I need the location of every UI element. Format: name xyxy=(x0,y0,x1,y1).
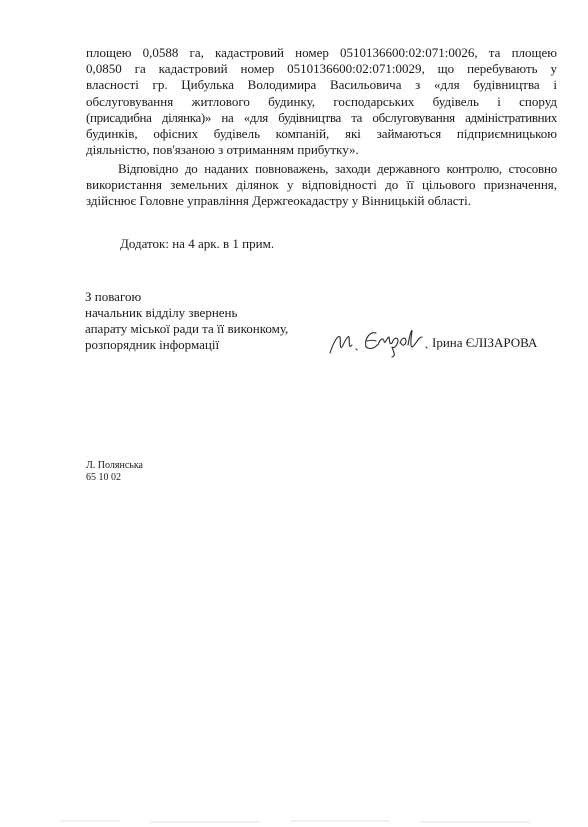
text-line: обслуговування житлового будинку, господарських будівель і споруд xyxy=(86,93,557,109)
text-line: використання земельних ділянок у відповідності до її цільового призначення, xyxy=(86,177,557,193)
signature-block xyxy=(85,289,288,353)
signer-name: Ірина ЄЛІЗАРОВА xyxy=(432,335,538,350)
executor-info xyxy=(86,460,143,484)
paragraph-state-control xyxy=(86,161,557,210)
text-line: Відповідно до наданих повноважень, заходи державного контролю, стосовно xyxy=(118,161,557,176)
signer-position-line: апарату міської ради та її виконкому, xyxy=(85,321,289,336)
text-line: 0,0850 га кадастровий номер 0510136600:02:071:0029, що перебувають у xyxy=(86,61,557,77)
attachment-note: Додаток: на 4 арк. в 1 прим. xyxy=(120,236,275,251)
handwritten-signature xyxy=(326,323,434,359)
text-line: здійснює Головне управління Держгеокадастру у Вінницькій області. xyxy=(86,193,472,209)
closing-regards: З повагою xyxy=(85,289,142,304)
text-line: діяльністю, пов'язаною з отриманням прибутку». xyxy=(86,142,359,158)
executor-name: Л. Полянська xyxy=(86,460,143,471)
executor-phone: 65 10 02 xyxy=(86,472,121,483)
text-line: будинків, офісних будівель компаній, які займаються підприємницькою xyxy=(86,126,557,142)
text-line: площею 0,0588 га, кадастровий номер 0510136600:02:071:0026, та площею xyxy=(86,45,557,60)
text-line: (присадибна ділянка)» на «для будівництва та обслуговування адміністративних xyxy=(86,109,557,125)
paragraph-land-plots xyxy=(86,45,557,158)
signer-position-line: начальник відділу звернень xyxy=(85,305,238,320)
scan-edge-artifact xyxy=(60,818,530,824)
text-line: власності гр. Цибулька Володимира Васильовича з «для будівництва і xyxy=(86,77,557,93)
signer-position-line: розпорядник інформації xyxy=(85,337,220,352)
